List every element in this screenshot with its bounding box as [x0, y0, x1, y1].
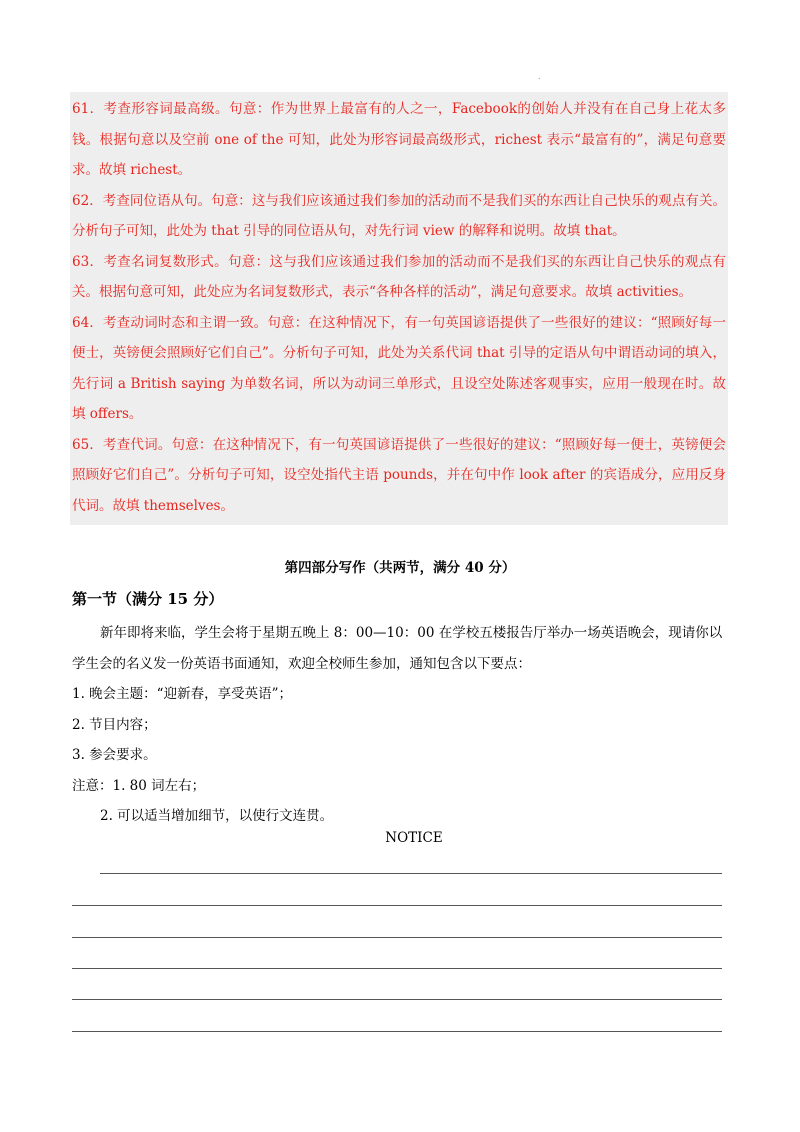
answer-explanations — [70, 92, 728, 525]
answer-62: 62．考查同位语从句。句意：这与我们应该通过我们参加的活动而不是我们买的东西让自己快乐的观点有关。分析句子可知，此处为 that 引导的同位语从句，对先行词 view 的解释和说明。故填 that。 — [72, 192, 726, 239]
notice-title: NOTICE — [385, 830, 443, 846]
point-1: 1. 晚会主题：“迎新春，享受英语”； — [72, 686, 292, 702]
note-2: 2. 可以适当增加细节，以使行文连贯。 — [100, 808, 334, 824]
point-3: 3. 参会要求。 — [72, 747, 157, 763]
answer-61: 61．考查形容词最高级。句意：作为世界上最富有的人之一，Facebook的创始人并没有在自己身上花太多钱。根据句意以及空前 one of the 可知，此处为形容词最高级形式，richest 表示“最富有的”，满足句意要求。故填 richest。 — [72, 101, 726, 178]
answer-63: 63．考查名词复数形式。句意：这与我们应该通过我们参加的活动而不是我们买的东西让自己快乐的观点有关。根据句意可知，此处应为名词复数形式，表示“各种各样的活动”，满足句意要求。故填 activities。 — [72, 253, 726, 300]
section-title: 第一节（满分 15 分） — [72, 590, 224, 608]
writing-line — [72, 1031, 722, 1032]
point-2: 2. 节目内容； — [72, 716, 157, 733]
writing-line — [72, 937, 722, 938]
writing-line — [72, 905, 722, 906]
writing-prompt — [72, 618, 724, 832]
answer-65: 65．考查代词。句意：在这种情况下，有一句英国谚语提供了一些很好的建议：“照顾好每一便士，英镑便会照顾好它们自己”。分析句子可知，设空处指代主语 pounds，并在句中作 look after 的宾语成分，应用反身代词。故填 themselves。 — [72, 436, 726, 514]
writing-line — [72, 968, 722, 969]
prompt-text: 新年即将来临，学生会将于星期五晚上 8：00—10：00 在学校五楼报告厅举办一场英语晚会，现请你以学生会的名义发一份英语书面通知，欢迎全校师生参加，通知包含以下要点： — [72, 625, 723, 672]
answer-64: 64．考查动词时态和主谓一致。句意：在这种情况下，有一句英国谚语提供了一些很好的建议：“照顾好每一便士，英镑便会照顾好它们自己”。分析句子可知，此处为关系代词 that 引导的定语从句中谓语动词的填入，先行词 a British saying 为单数名词，所以为动词三单形式，且设空处陈述客观事实，应用一般现在时。故填 offers。 — [72, 314, 726, 422]
writing-line — [100, 873, 722, 874]
part-title: 第四部分写作（共两节，满分 40 分） — [284, 560, 516, 576]
header-mark: . — [538, 72, 541, 81]
writing-line — [72, 999, 722, 1000]
note-1: 注意：1. 80 词左右； — [72, 777, 206, 794]
